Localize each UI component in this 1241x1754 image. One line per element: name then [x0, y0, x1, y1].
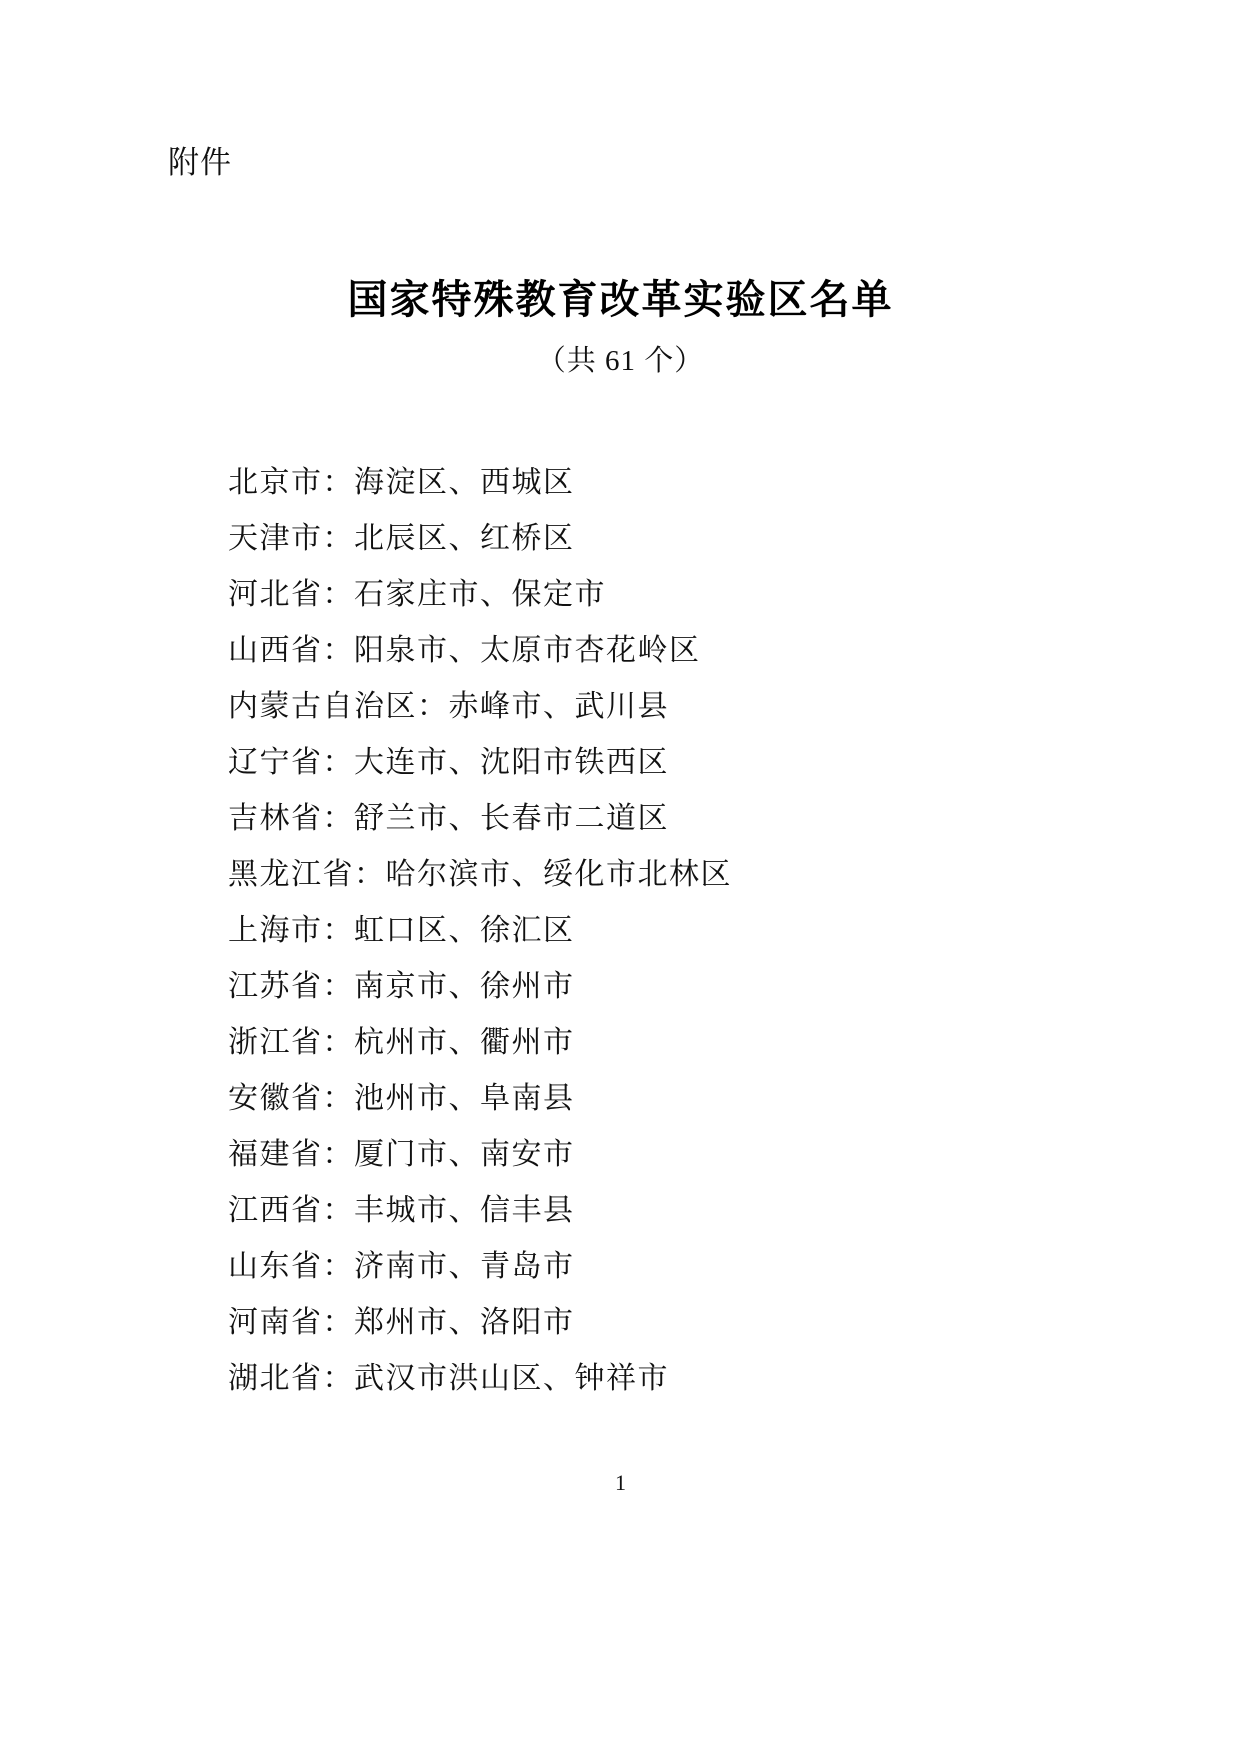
list-item: 天津市：北辰区、红桥区 [228, 522, 575, 555]
list-item: 江西省：丰城市、信丰县 [228, 1194, 575, 1227]
list-item: 黑龙江省：哈尔滨市、绥化市北林区 [228, 858, 732, 891]
list-item: 北京市：海淀区、西城区 [228, 466, 575, 499]
list-item: 浙江省：杭州市、衢州市 [228, 1026, 575, 1059]
list-item: 福建省：厦门市、南安市 [228, 1138, 575, 1171]
region-list [228, 455, 1121, 1407]
page-title: 国家特殊教育改革实验区名单 [347, 276, 894, 323]
list-item: 河南省：郑州市、洛阳市 [228, 1306, 575, 1339]
list-item: 河北省：石家庄市、保定市 [228, 578, 606, 611]
list-item: 上海市：虹口区、徐汇区 [228, 914, 575, 947]
list-item: 辽宁省：大连市、沈阳市铁西区 [228, 746, 669, 779]
attachment-label: 附件 [168, 145, 232, 181]
list-item: 安徽省：池州市、阜南县 [228, 1082, 575, 1115]
list-item: 江苏省：南京市、徐州市 [228, 970, 575, 1003]
page-subtitle: （共 61 个） [536, 345, 705, 377]
list-item: 山东省：济南市、青岛市 [228, 1250, 575, 1283]
list-item: 湖北省：武汉市洪山区、钟祥市 [228, 1362, 669, 1395]
list-item: 吉林省：舒兰市、长春市二道区 [228, 802, 669, 835]
list-item: 内蒙古自治区：赤峰市、武川县 [228, 690, 669, 723]
page-number: 1 [615, 1470, 626, 1495]
list-item: 山西省：阳泉市、太原市杏花岭区 [228, 634, 701, 667]
